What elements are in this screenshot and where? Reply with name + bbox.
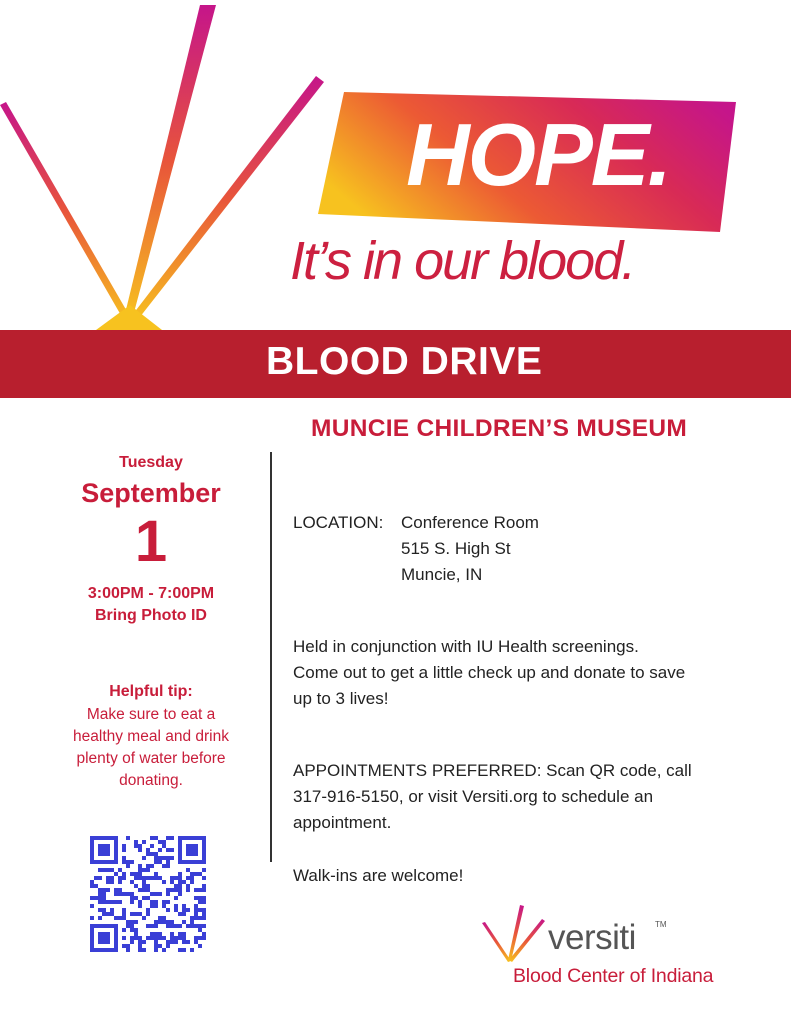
column-divider — [270, 452, 272, 862]
description-line: up to 3 lives! — [293, 689, 389, 708]
location-block — [293, 510, 763, 588]
photo-id-note: Bring Photo ID — [95, 607, 207, 624]
event-date: 1 — [134, 509, 168, 574]
tip-line: plenty of water before — [76, 750, 226, 767]
tagline: It’s in our blood. — [290, 231, 635, 291]
tip-body — [45, 704, 257, 792]
location-line: Conference Room — [401, 513, 539, 532]
location-label: LOCATION: — [293, 513, 384, 532]
event-month: September — [81, 478, 221, 508]
logo-subtitle: Blood Center of Indiana — [513, 965, 714, 987]
versiti-v-logo-icon — [480, 905, 550, 963]
tip-line: Make sure to eat a — [86, 706, 216, 723]
location-line: Muncie, IN — [401, 565, 483, 584]
details-column — [293, 510, 763, 889]
tip-line: healthy meal and drink — [73, 728, 229, 745]
blood-drive-title: BLOOD DRIVE — [266, 340, 543, 383]
appointments-line: appointment. — [293, 813, 392, 832]
description-line: Come out to get a little check up and donate to save — [293, 663, 686, 682]
appointments-info — [293, 758, 763, 836]
venue-name: MUNCIE CHILDREN’S MUSEUM — [311, 415, 688, 442]
logo-wordmark: versiti — [548, 918, 636, 957]
headline-hope: HOPE. — [406, 105, 670, 204]
description-line: Held in conjunction with IU Health screenings. — [293, 637, 639, 656]
tip-line: donating. — [119, 772, 183, 789]
qr-code-icon[interactable] — [90, 836, 206, 952]
location-line: 515 S. High St — [401, 539, 511, 558]
event-date-column — [45, 452, 257, 792]
walkins-note: Walk-ins are welcome! — [293, 866, 464, 885]
tip-heading: Helpful tip: — [109, 683, 193, 700]
event-day: Tuesday — [119, 454, 183, 471]
event-time: 3:00PM - 7:00PM — [87, 585, 215, 602]
appointments-line: APPOINTMENTS PREFERRED: Scan QR code, call — [293, 761, 692, 780]
appointments-line: 317-916-5150, or visit Versiti.org to schedule an — [293, 787, 654, 806]
hero-rays-graphic — [0, 0, 340, 340]
logo-trademark: TM — [655, 920, 667, 929]
description — [293, 634, 763, 712]
